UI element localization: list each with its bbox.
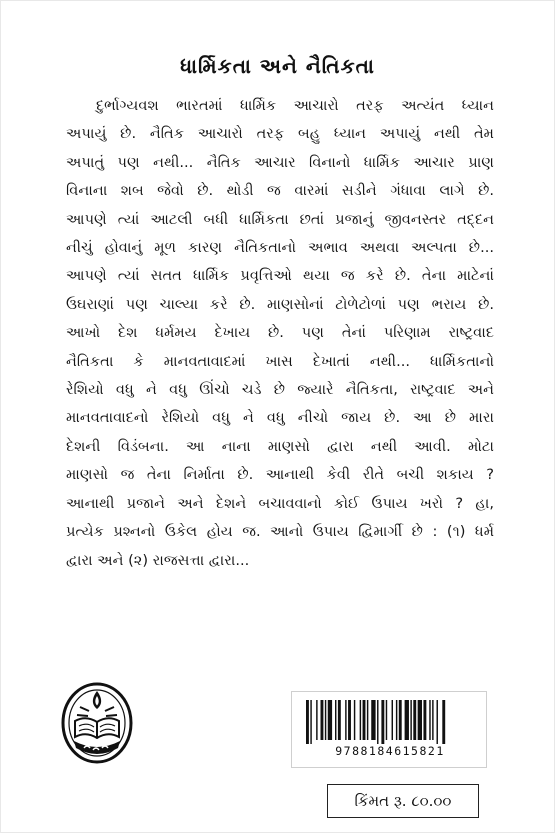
paragraph-line: આખો દેશ ધર્મમય દેખાય છે. પણ તેનાં પરિણામ રાષ્ટ્રવાદ [66, 324, 494, 342]
barcode-bar [321, 700, 324, 740]
barcode-bar [442, 700, 445, 744]
barcode-bars [292, 692, 486, 744]
barcode-bar [423, 700, 426, 740]
barcode-bar [413, 700, 416, 740]
barcode-bar [386, 700, 387, 740]
paragraph-line: નીચું હોવાનું મૂળ કારણ નૈતિકતાનો અભાવ અથવા અલ્પતા છે... [66, 239, 494, 257]
barcode-bar [429, 700, 430, 740]
paragraph-line: ઉઘરાણાં પણ ચાલ્યા કરે છે. માણસોનાં ટોળેટોળાં પણ ભરાય છે. [66, 295, 494, 313]
paragraph-line: આનાથી પ્રજાને અને દેશને બચાવવાનો કોઈ ઉપાય ખરો ? હા, [66, 494, 494, 512]
barcode-bar [328, 700, 332, 740]
paragraph-line: રેશિયો વધુ ને વધુ ઊંચો ચડે છે જ્યારે નૈતિકતા, રાષ્ટ્રવાદ અને [66, 381, 494, 399]
paragraph-line: માનવતાવાદનો રેશિયો વધુ ને વધુ નીચો જાય છે. આ છે મારા [66, 409, 494, 427]
barcode-bar [325, 700, 326, 740]
gurjar-logo-icon [60, 681, 134, 765]
barcode-bar [354, 700, 355, 740]
barcode-bar [335, 700, 336, 740]
paragraph-line: અપાતું પણ નથી... નૈતિક આચાર વિનાનો ધાર્મિક આચાર પ્રાણ [66, 153, 494, 171]
price-label [327, 784, 479, 818]
barcode-bar [437, 700, 438, 744]
paragraph-line: અપાયું છે. નૈતિક આચારો તરફ બહુ ધ્યાન અપાયું નથી તેમ [66, 125, 494, 143]
barcode-bar [367, 700, 368, 740]
barcode-bar [432, 700, 433, 740]
paragraph-line: આપણે ત્યાં સતત ધાર્મિક પ્રવૃત્તિઓ થયા જ કરે છે. તેના માટેનાં [66, 267, 494, 285]
barcode-bar [410, 700, 411, 740]
barcode-bar [363, 700, 366, 740]
barcode-bar [377, 700, 378, 744]
barcode-bar [418, 700, 422, 740]
barcode-bar [392, 700, 393, 740]
barcode-bar [371, 700, 375, 740]
barcode-bar [338, 700, 341, 740]
barcode-bar [381, 700, 384, 744]
barcode-bar [306, 700, 309, 744]
barcode-bar [348, 700, 351, 740]
barcode-digits: 9788184615821 [335, 744, 445, 758]
paragraph-line: વિનાના શબ જેવો છે. થોડી જ વારમાં સડીને ગંધાવા લાગે છે. [66, 182, 494, 200]
paragraph-line: દ્વારા અને (૨) રાજસત્તા દ્વારા... [66, 551, 250, 569]
barcode-bar [396, 700, 397, 740]
barcode-bar [316, 700, 317, 740]
barcode-bar [310, 700, 311, 744]
barcode-bar [405, 700, 409, 740]
paragraph-line: પ્રત્યેક પ્રશ્નનો ઉકેલ હોય જ. આનો ઉપાય દ્વિમાર્ગી છે : (૧) ધર્મ [66, 523, 494, 541]
price-text: કિંમત રૂ. ૮૦.૦૦ [354, 792, 452, 810]
paragraph-line: નૈતિકતા કે માનવતાવાદમાં ખાસ દેખાતાં નથી... ધાર્મિકતાનો [66, 352, 494, 370]
paragraph-line: દુર્ભાગ્યવશ ભારતમાં ધાર્મિક આચારો તરફ અત્યંત ધ્યાન [96, 97, 494, 114]
page-title: ધાર્મિકતા અને નૈતિકતા [180, 54, 375, 78]
paragraph-line: દેશની વિડંબના. આ નાના માણસો દ્વારા નથી આવી. મોટા [66, 437, 494, 455]
barcode-bar [345, 700, 346, 740]
barcode-bar [360, 700, 361, 740]
body-paragraph [66, 92, 494, 575]
paragraph-line: માણસો જ તેના નિર્માતા છે. આનાથી કેવી રીતે બચી શકાય ? [66, 466, 494, 484]
paragraph-line: આપણે ત્યાં આટલી બધી ધાર્મિકતા છતાં પ્રજાનું જીવનસ્તર તદ્દન [66, 210, 494, 228]
barcode-bar [399, 700, 402, 740]
